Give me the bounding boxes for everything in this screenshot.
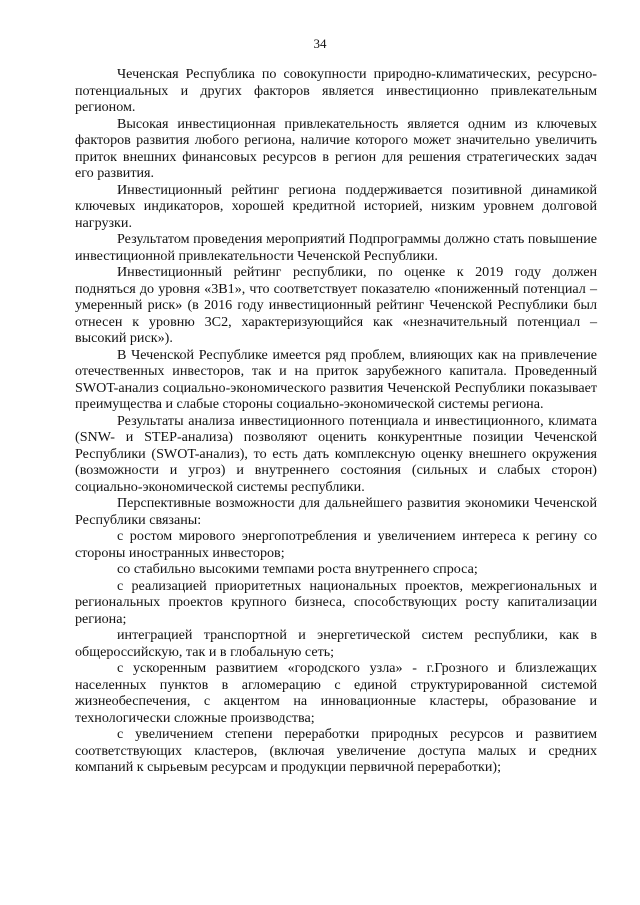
paragraph: Результатом проведения мероприятий Подпрограммы должно стать повышение инвестиционной привлекательности Чеченской Республики. xyxy=(75,231,597,264)
list-item: со стабильно высокими темпами роста внутреннего спроса; xyxy=(117,561,478,577)
paragraph: Перспективные возможности для дальнейшего развития экономики Чеченской Республики связаны: xyxy=(75,495,597,528)
list-item: с ускоренным развитием «городского узла» - г.Грозного и близлежащих населенных пунктов в агломерацию с единой структурированной системой жизнеобеспечения, с акцентом на инновационные кластеры, образование и технологически сложные производства; xyxy=(75,660,597,726)
paragraph: Чеченская Республика по совокупности природно-климатических, ресурсно-потенциальных и других факторов является инвестиционно привлекательным регионом. xyxy=(75,66,597,115)
list-item: интеграцией транспортной и энергетической систем республики, как в общероссийскую, так и в глобальную сеть; xyxy=(75,627,597,660)
list-item: с увеличением степени переработки природных ресурсов и развитием соответствующих кластеров, (включая увеличение доступа малых и средних компаний к сырьевым ресурсам и продукции первичной переработки); xyxy=(75,726,597,775)
paragraph: Инвестиционный рейтинг региона поддерживается позитивной динамикой ключевых индикаторов, хорошей кредитной историей, низким уровнем долговой нагрузки. xyxy=(75,181,597,231)
document-body xyxy=(75,66,597,776)
paragraph: Высокая инвестиционная привлекательность является одним из ключевых факторов развития любого региона, наличие которого может значительно увеличить приток внешних финансовых ресурсов в регион для решения стратегических задач его развития. xyxy=(75,115,597,181)
paragraph: В Чеченской Республике имеется ряд проблем, влияющих как на привлечение отечественных инвесторов, так и на приток зарубежного капитала. Проведенный SWOT-анализ социально-экономического развития Чеченской Республики показывает преимущества и слабые стороны социально-экономической системы региона. xyxy=(75,346,597,412)
paragraph: Инвестиционный рейтинг республики, по оценке к 2019 году должен подняться до уровня «3В1», что соответствует показателю «пониженный потенциал – умеренный риск» (в 2016 году инвестиционный рейтинг Чеченской Республики был отнесен к уровню 3С2, характеризующийся как «незначительный потенциал – высокий риск»). xyxy=(75,264,597,346)
list-item: с ростом мирового энергопотребления и увеличением интереса к регину со стороны иностранных инвесторов; xyxy=(75,528,597,561)
page-number: 34 xyxy=(313,36,327,51)
list-item: с реализацией приоритетных национальных проектов, межрегиональных и региональных проектов крупного бизнеса, способствующих росту капитализации региона; xyxy=(75,577,597,627)
paragraph: Результаты анализа инвестиционного потенциала и инвестиционного, климата (SNW- и STEP-анализа) позволяют оценить конкурентные позиции Чеченской Республики (SWOT-анализ), то есть дать комплексную оценку внешнего окружения (возможности и угроз) и внутреннего состояния (сильных и слабых сторон) социально-экономической системы республики. xyxy=(75,412,597,495)
